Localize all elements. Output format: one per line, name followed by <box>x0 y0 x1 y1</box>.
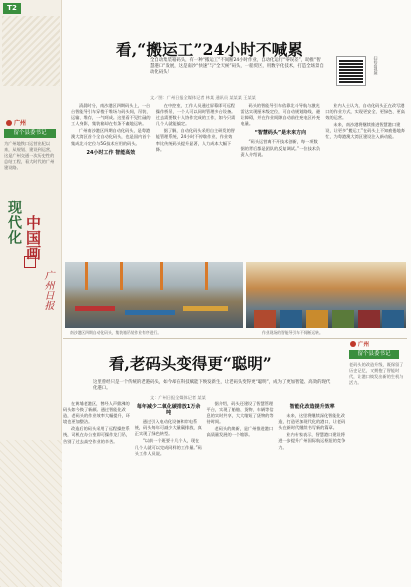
article1-byline: 文／图：广州日报全媒体记者 林某 通讯员 某某某 王某某 <box>150 95 256 100</box>
seal-stamp <box>24 256 36 268</box>
article1-body <box>71 103 405 258</box>
side-note: 老码头的改造升级，既保留了历史记忆，又拥抱了智能时代，让港口焕发出新的生机与活力。 <box>349 362 404 386</box>
container-stack <box>332 310 354 328</box>
article2-column <box>63 401 131 581</box>
column-intro: 为广州地铁口运营出纪以来，从规划、建设到运营，这是广州交通一次历史性的总结工程，看大时代的广州建设路。 <box>4 141 55 170</box>
crane-shape <box>85 262 88 290</box>
article1-column <box>325 103 405 258</box>
article2-subhead: 每年减少二氧化碳排放1万余吨 <box>136 404 201 417</box>
container-stack <box>382 310 404 328</box>
article1-column <box>241 103 321 258</box>
article1-lead: 全自动集装箱码头，有一种“搬运工”不间断24小时作业，自动化运行“零误差”，助推“智慧港口”发展，这是南沙“快速”与“全天候”码头，一船贸区，用数字化技术，打造全场景自动化码头！ <box>150 58 324 76</box>
paragraph: 广州南沙港区四期自动化码头，是粤港澳大湾区首个全自动化码头，也是国内首个集成北斗定位与5G技术应用的码头。 <box>71 128 151 146</box>
port-photo-cranes <box>65 262 243 328</box>
paragraph: 码头的智能导引车依靠北斗导航与激光雷达实现厘米级定位，可自动规划路线、避让障碍，并在作业间隙自动前往充电区补充电量。 <box>240 103 321 127</box>
paragraph: 据了解，自动化码头采用自主研发的智能管理系统，24小时不停歇作业，作业效率比传统码头提升显著，人力成本大幅下降。 <box>155 128 235 152</box>
left-sidebar <box>0 0 62 587</box>
city-name: 广州 <box>358 342 370 348</box>
article1-column <box>156 103 236 258</box>
article1-headline: 看,“搬运工”24小时不喊累 <box>116 40 304 59</box>
qr-code-icon[interactable] <box>337 57 365 85</box>
page-number: T2 <box>3 3 21 14</box>
location-pin-icon <box>6 120 12 126</box>
masthead: 广州日报 <box>42 270 53 310</box>
article2-headline: 看,老码头变得更“聪明” <box>109 354 272 373</box>
crane-shape <box>205 262 208 290</box>
container-stack <box>254 310 276 328</box>
paragraph: “码头运营离不开技术创新，每一项数据的背后都是团队的反复调试。”一位技术负责人介绍说。 <box>240 139 321 157</box>
paragraph: 在中控室，工作人员通过屏幕即可远程操作桥吊，一个人可以同时管理多台设备。过去需要数十人协作完成的工作，如今只需几个人就能搞定。 <box>155 103 236 127</box>
paragraph: 老码头的焕新，是广州推进港口高质量发展的一个缩影。 <box>206 426 274 438</box>
paragraph: 业内人士认为，自动化码头正在改写港口的作业方式，实现更安全、更绿色、更高效的运营。 <box>325 103 405 121</box>
city-tag <box>6 118 26 127</box>
qr-caption: 扫码看视频 <box>374 56 379 75</box>
paragraph: “以前一个班要十几个人，现在几个人就可以完成同样的工作量。”码头工作人员说。 <box>134 438 202 456</box>
decorative-sketch <box>0 440 62 587</box>
crane-shape <box>120 262 123 290</box>
paragraph: 业内专家表示，智慧港口建设将进一步提升广州国际航运枢纽的竞争力。 <box>278 432 346 450</box>
container-stack <box>306 310 328 328</box>
article1-column <box>71 103 151 258</box>
container-stack <box>280 310 302 328</box>
article1-subhead: “智慧码头”是未来方向 <box>254 130 307 137</box>
container-shape <box>183 306 228 311</box>
article2-column <box>135 401 203 581</box>
column-label: 留个县委书记 <box>349 350 399 359</box>
section-title-modern: 现代化 <box>6 200 22 245</box>
article2-lead: 这里曾经只是一个传统的老港码头，如今却在科技赋能下焕发新生，让老码头变得更“聪明”，成为了更加智能、高效的现代化港口。 <box>93 380 331 392</box>
section-title-china: 中国画 <box>24 215 42 260</box>
photo-caption: 南沙港区四期自动化码头，集装箱吊装作业有序进行。 <box>70 330 162 335</box>
paragraph: 未来，这里将继续深化智能化改造，打造更加现代化的港口，让老码头在新时代继续书写新的篇章。 <box>278 413 346 431</box>
port-photo-stacks <box>246 262 406 328</box>
paragraph: 通过引入电动化设备和岸电系统，码头每年可减少大量碳排放，真正实现了绿色转型。 <box>134 419 202 437</box>
article2-body <box>63 401 346 581</box>
city-name: 广州 <box>14 120 27 127</box>
paragraph: 未来，南沙港将继续推进智慧港口建设，让更多“搬运工”在码头上不知疲倦地奔忙，为粤港澳大湾区建设注入新动能。 <box>325 122 405 140</box>
paragraph: 改造后的码头采用了远程操控系统，司机在办公室即可操作龙门吊，告别了过去高空作业的辛苦。 <box>63 426 131 444</box>
paragraph: 据介绍，码头还建设了智慧管理平台，实现了船舶、货物、车辆等信息的实时共享，大大缩短了货物的等待时间。 <box>206 401 274 425</box>
paragraph: 在黄埔老港区，曾经人声鼎沸的码头如今换了新颜。通过智能化改造，老码头的作业效率大幅提升，环境也更加整洁。 <box>63 401 131 425</box>
skyline-sketch <box>2 16 60 86</box>
container-shape <box>75 306 115 311</box>
article2-column <box>207 401 275 581</box>
location-pin-icon <box>350 341 356 347</box>
column-label: 留个县委书记 <box>4 129 56 138</box>
photo-caption: 作业现场的智能导引车不间断运转。 <box>262 330 323 335</box>
city-tag <box>350 340 369 348</box>
container-shape <box>125 310 175 315</box>
section-divider <box>63 338 407 339</box>
article2-column <box>278 401 346 581</box>
container-stack <box>358 310 380 328</box>
crane-shape <box>160 262 163 290</box>
article2-byline: 文：广州日报全媒体记者 某某 <box>150 395 206 400</box>
article1-subhead: 24小时工作 智能高效 <box>86 149 136 156</box>
article2-subhead: 智能化改造提升效率 <box>289 404 335 410</box>
paragraph: 清晨时分，南沙港区四期码头上，一台台智能导引车穿梭于堆场与码头间，吊装、运输、堆存，一气呵成。这里看不见忙碌的工人身影，集装箱却在有条不紊地运转。 <box>71 103 151 127</box>
